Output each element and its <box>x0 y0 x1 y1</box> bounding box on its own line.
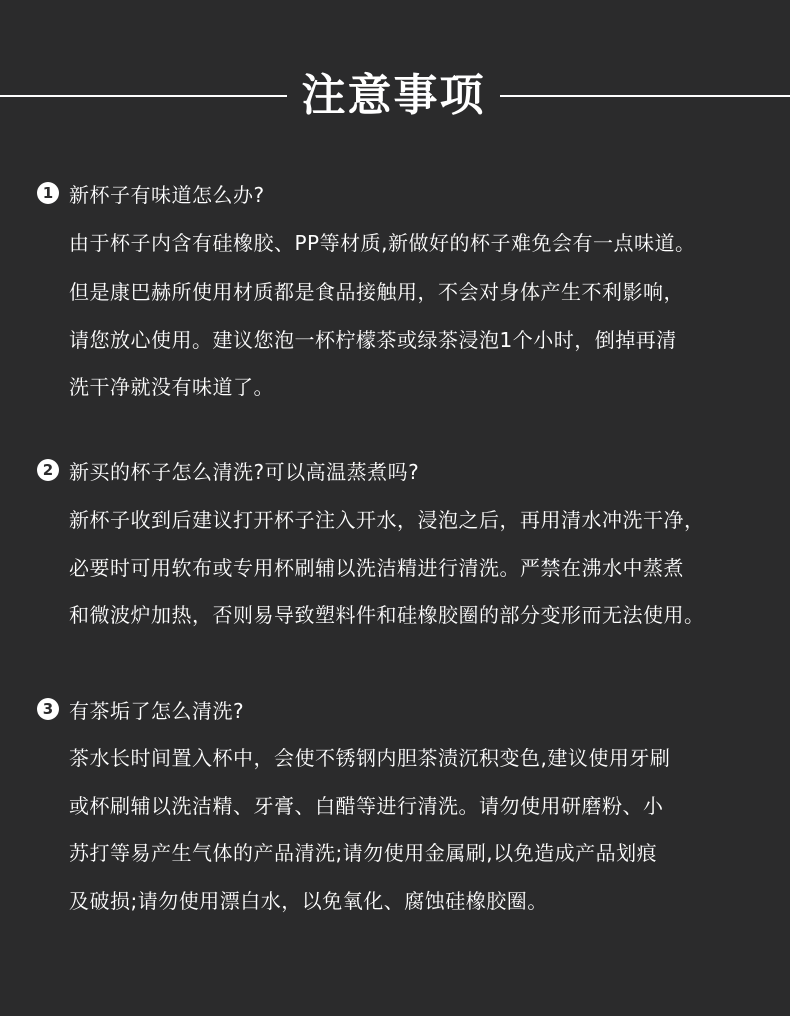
answer-line: 但是康巴赫所使用材质都是食品接触用，不会对身体产生不利影响， <box>69 280 684 304</box>
faq-question-3 <box>37 694 244 724</box>
page-title: 注意事项 <box>301 70 486 121</box>
answer-line: 必要时可用软布或专用杯刷辅以洗洁精进行清洗。严禁在沸水中蒸煮 <box>69 556 684 580</box>
header-divider-left <box>0 95 287 97</box>
number-badge-2-icon: 2 <box>37 459 59 481</box>
answer-line: 请您放心使用。建议您泡一杯柠檬茶或绿茶浸泡1个小时，倒掉再清 <box>69 328 677 352</box>
answer-line: 或杯刷辅以洗洁精、牙膏、白醋等进行清洗。请勿使用研磨粉、小 <box>69 794 664 818</box>
header-divider-right <box>500 95 790 97</box>
answer-line: 和微波炉加热，否则易导致塑料件和硅橡胶圈的部分变形而无法使用。 <box>69 603 705 627</box>
answer-line: 新杯子收到后建议打开杯子注入开水，浸泡之后，再用清水冲洗干净， <box>69 508 705 532</box>
question-text: 有茶垢了怎么清洗? <box>69 698 245 723</box>
faq-question-2 <box>37 455 419 485</box>
faq-question-1 <box>37 178 265 208</box>
answer-line: 茶水长时间置入杯中，会使不锈钢内胆茶渍沉积变色,建议使用牙刷 <box>69 746 671 770</box>
header <box>0 64 790 128</box>
answer-line: 洗干净就没有味道了。 <box>69 375 274 399</box>
question-text: 新杯子有味道怎么办? <box>69 182 265 207</box>
answer-line: 由于杯子内含有硅橡胶、PP等材质,新做好的杯子难免会有一点味道。 <box>69 231 696 255</box>
question-text: 新买的杯子怎么清洗?可以高温蒸煮吗? <box>69 459 420 484</box>
answer-line: 及破损;请勿使用漂白水，以免氧化、腐蚀硅橡胶圈。 <box>69 889 548 913</box>
answer-line: 苏打等易产生气体的产品清洗;请勿使用金属刷,以免造成产品划痕 <box>69 841 658 865</box>
number-badge-3-icon: 3 <box>37 698 59 720</box>
number-badge-1-icon: 1 <box>37 182 59 204</box>
